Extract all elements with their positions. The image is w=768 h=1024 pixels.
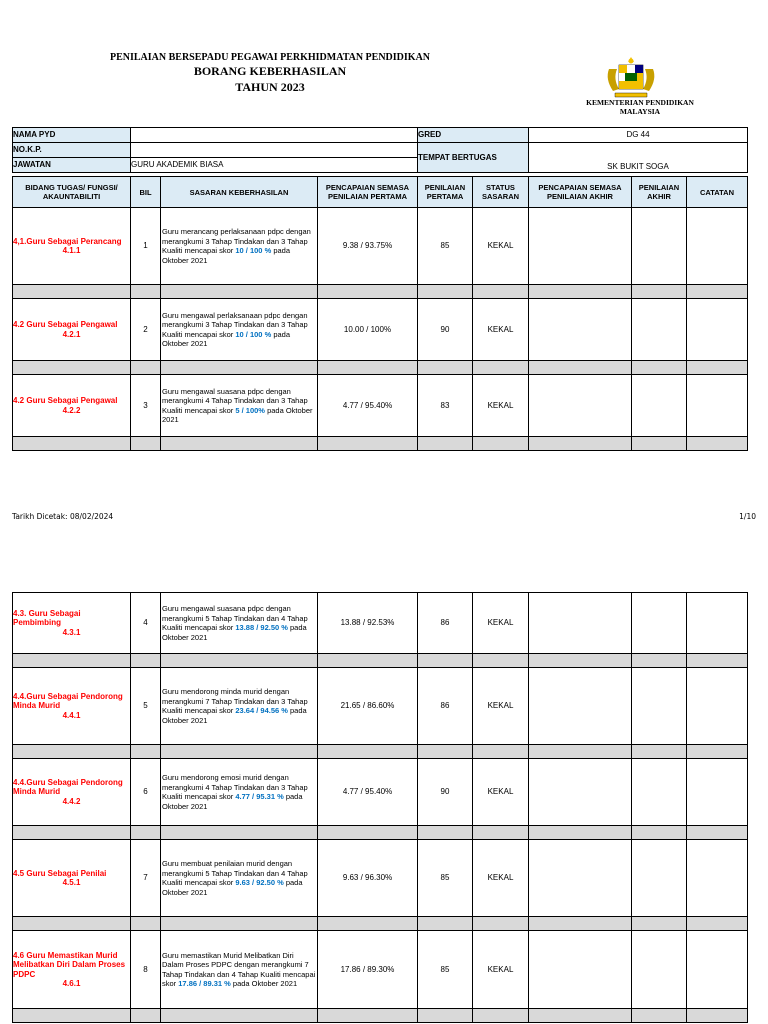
- bidang-label: 4.4.Guru Sebagai Pendorong Minda Murid: [13, 691, 123, 711]
- status-sasaran-cell[interactable]: KEKAL: [473, 840, 529, 917]
- sasaran-score: 4.77 / 95.31 %: [235, 792, 284, 801]
- jawatan-field[interactable]: GURU AKADEMIK BIASA: [131, 158, 418, 173]
- separator-cell: [418, 745, 473, 759]
- page-number: 1/10: [739, 512, 756, 521]
- sasaran-date: pada Oktober 2021: [162, 623, 307, 642]
- status-sasaran-cell[interactable]: KEKAL: [473, 759, 529, 826]
- gred-label: GRED: [418, 128, 529, 143]
- separator-row: [13, 654, 748, 668]
- sasaran-score: 10 / 100 %: [235, 329, 272, 339]
- separator-cell: [161, 745, 318, 759]
- form-year: TAHUN 2023: [235, 80, 305, 94]
- col-sasaran: SASARAN KEBERHASILAN: [161, 177, 318, 208]
- penilaian-pertama-cell[interactable]: 90: [418, 299, 473, 361]
- jawatan-label: JAWATAN: [13, 158, 131, 173]
- sasaran-text: Guru mendorong emosi murid dengan merangkumi 4 Tahap Tindakan dan 3 Tahap Kualiti mencapai skor: [162, 773, 308, 801]
- separator-cell: [131, 826, 161, 840]
- separator-cell: [13, 361, 131, 375]
- col-bidang: BIDANG TUGAS/ FUNGSI/ AKAUNTABILITI: [13, 177, 131, 208]
- separator-cell: [318, 1009, 418, 1023]
- separator-cell: [473, 917, 529, 931]
- separator-cell: [13, 745, 131, 759]
- col-pencapaian-pertama: PENCAPAIAN SEMASA PENILAIAN PERTAMA: [318, 177, 418, 208]
- separator-cell: [131, 745, 161, 759]
- separator-cell: [13, 917, 131, 931]
- pencapaian-akhir-cell[interactable]: [529, 840, 632, 917]
- separator-cell: [687, 285, 748, 299]
- separator-cell: [632, 826, 687, 840]
- separator-cell: [632, 745, 687, 759]
- separator-cell: [687, 745, 748, 759]
- ministry-name: [570, 98, 710, 116]
- bidang-tugas-cell: [13, 668, 131, 745]
- separator-cell: [131, 361, 161, 375]
- bil-cell: 7: [131, 840, 161, 917]
- separator-cell: [529, 285, 632, 299]
- status-sasaran-cell[interactable]: KEKAL: [473, 593, 529, 654]
- separator-cell: [418, 826, 473, 840]
- separator-cell: [418, 654, 473, 668]
- tempat-bertugas-label: TEMPAT BERTUGAS: [418, 143, 529, 173]
- separator-cell: [529, 917, 632, 931]
- penilaian-akhir-cell[interactable]: [632, 759, 687, 826]
- sasaran-text: Guru mengawal suasana pdpc dengan merangkumi 5 Tahap Tindakan dan 4 Tahap Kualiti mencapai skor: [162, 604, 308, 632]
- catatan-cell[interactable]: [687, 593, 748, 654]
- table-row: [13, 299, 748, 361]
- separator-cell: [473, 437, 529, 451]
- col-status-sasaran: STATUS SASARAN: [473, 177, 529, 208]
- separator-cell: [632, 654, 687, 668]
- bidang-label: 4.6 Guru Memastikan Murid Melibatkan Diri Dalam Proses PDPC: [13, 950, 126, 979]
- status-sasaran-cell[interactable]: KEKAL: [473, 668, 529, 745]
- separator-cell: [13, 1009, 131, 1023]
- separator-cell: [161, 285, 318, 299]
- separator-cell: [632, 361, 687, 375]
- separator-cell: [687, 1009, 748, 1023]
- pencapaian-akhir-cell[interactable]: [529, 299, 632, 361]
- table-row: [13, 759, 748, 826]
- bil-cell: 8: [131, 931, 161, 1009]
- table-row: [13, 375, 748, 437]
- separator-row: [13, 826, 748, 840]
- status-sasaran-cell[interactable]: KEKAL: [473, 931, 529, 1009]
- sasaran-score: 17.86 / 89.31 %: [178, 979, 231, 988]
- separator-cell: [13, 285, 131, 299]
- pencapaian-akhir-cell[interactable]: [529, 668, 632, 745]
- pencapaian-akhir-cell[interactable]: [529, 759, 632, 826]
- sasaran-date: pada Oktober 2021: [162, 405, 313, 424]
- separator-cell: [632, 917, 687, 931]
- separator-cell: [318, 745, 418, 759]
- separator-cell: [632, 285, 687, 299]
- separator-cell: [13, 654, 131, 668]
- separator-cell: [687, 654, 748, 668]
- ministry-line1: KEMENTERIAN PENDIDIKAN: [586, 98, 694, 107]
- catatan-cell[interactable]: [687, 299, 748, 361]
- table-row: [13, 668, 748, 745]
- sasaran-score: 23.64 / 94.56 %: [235, 706, 288, 715]
- pencapaian-pertama-cell[interactable]: 4.77 / 95.40%: [318, 375, 418, 437]
- separator-cell: [318, 361, 418, 375]
- sasaran-score: 5 / 100%: [235, 405, 265, 415]
- separator-cell: [161, 917, 318, 931]
- tempat-bertugas-field[interactable]: SK BUKIT SOGA: [529, 143, 748, 173]
- separator-cell: [529, 361, 632, 375]
- separator-row: [13, 285, 748, 299]
- separator-cell: [13, 437, 131, 451]
- col-pencapaian-akhir: PENCAPAIAN SEMASA PENILAIAN AKHIR: [529, 177, 632, 208]
- separator-cell: [529, 1009, 632, 1023]
- separator-cell: [473, 361, 529, 375]
- bidang-label: 4,1.Guru Sebagai Perancang: [13, 236, 122, 246]
- bidang-code: 4.6.1: [62, 979, 81, 988]
- sasaran-date: pada Oktober 2021: [162, 878, 303, 897]
- separator-cell: [318, 917, 418, 931]
- separator-cell: [131, 917, 161, 931]
- bidang-code: 4.1.1: [62, 246, 81, 255]
- bidang-label: 4.3. Guru Sebagai Pembimbing: [13, 608, 81, 628]
- separator-cell: [161, 826, 318, 840]
- sasaran-cell: [161, 840, 318, 917]
- penilaian-pertama-cell[interactable]: 86: [418, 668, 473, 745]
- separator-row: [13, 745, 748, 759]
- nama-pyd-label: NAMA PYD: [13, 128, 131, 143]
- pencapaian-akhir-cell[interactable]: [529, 931, 632, 1009]
- separator-cell: [529, 826, 632, 840]
- separator-cell: [418, 285, 473, 299]
- bidang-tugas-cell: [13, 299, 131, 361]
- sasaran-cell: [161, 593, 318, 654]
- pyd-info-table: [12, 127, 748, 173]
- table-row: [13, 840, 748, 917]
- separator-cell: [529, 654, 632, 668]
- separator-cell: [473, 285, 529, 299]
- sasaran-text: Guru mengawal perlaksanaan pdpc dengan merangkumi 3 Tahap Tindakan dan 3 Tahap Kualiti mencapai skor: [162, 310, 308, 339]
- pencapaian-pertama-cell[interactable]: 13.88 / 92.53%: [318, 593, 418, 654]
- bidang-code: 4.5.1: [62, 878, 81, 887]
- table-row: [13, 208, 748, 285]
- print-date: Tarikh Dicetak: 08/02/2024: [12, 512, 114, 521]
- separator-cell: [161, 361, 318, 375]
- sasaran-text: Guru mendorong minda murid dengan merangkumi 7 Tahap Tindakan dan 3 Tahap Kualiti mencapai skor: [162, 687, 308, 715]
- bil-cell: 1: [131, 208, 161, 285]
- col-bil: BIL: [131, 177, 161, 208]
- separator-cell: [131, 285, 161, 299]
- bidang-label: 4.2 Guru Sebagai Pengawal: [13, 396, 118, 405]
- sasaran-cell: [161, 299, 318, 361]
- pencapaian-pertama-cell[interactable]: 17.86 / 89.30%: [318, 931, 418, 1009]
- sasaran-text: Guru merancang perlaksanaan pdpc dengan merangkumi 3 Tahap Tindakan dan 3 Tahap Kualiti mencapai skor: [162, 227, 311, 255]
- nokp-field[interactable]: [131, 143, 418, 158]
- bidang-code: 4.2.2: [62, 405, 81, 415]
- sasaran-score: 10 / 100 %: [235, 246, 272, 255]
- bil-cell: 2: [131, 299, 161, 361]
- separator-cell: [131, 654, 161, 668]
- penilaian-pertama-cell[interactable]: 90: [418, 759, 473, 826]
- bidang-label: 4.2 Guru Sebagai Pengawal: [13, 320, 118, 329]
- sasaran-date: pada Oktober 2021: [162, 706, 307, 725]
- penilaian-akhir-cell[interactable]: [632, 668, 687, 745]
- separator-cell: [418, 361, 473, 375]
- separator-cell: [318, 826, 418, 840]
- separator-cell: [161, 437, 318, 451]
- pencapaian-akhir-cell[interactable]: [529, 593, 632, 654]
- pencapaian-akhir-cell[interactable]: [529, 208, 632, 285]
- separator-cell: [418, 437, 473, 451]
- keberhasilan-table-page2: [12, 592, 748, 1023]
- catatan-cell[interactable]: [687, 759, 748, 826]
- bidang-tugas-cell: [13, 759, 131, 826]
- col-penilaian-akhir: PENILAIAN AKHIR: [632, 177, 687, 208]
- bidang-tugas-cell: [13, 931, 131, 1009]
- separator-row: [13, 917, 748, 931]
- sasaran-cell: [161, 668, 318, 745]
- pencapaian-pertama-cell[interactable]: 4.77 / 95.40%: [318, 759, 418, 826]
- catatan-cell[interactable]: [687, 375, 748, 437]
- separator-row: [13, 361, 748, 375]
- catatan-cell[interactable]: [687, 668, 748, 745]
- ministry-line2: MALAYSIA: [619, 107, 661, 116]
- col-penilaian-pertama: PENILAIAN PERTAMA: [418, 177, 473, 208]
- penilaian-pertama-cell[interactable]: 83: [418, 375, 473, 437]
- sasaran-date: pada Oktober 2021: [162, 246, 291, 265]
- form-title: BORANG KEBERHASILAN: [193, 64, 347, 78]
- status-sasaran-cell[interactable]: KEKAL: [473, 208, 529, 285]
- bidang-code: 4.2.1: [62, 329, 81, 339]
- separator-cell: [529, 745, 632, 759]
- sasaran-date: pada Oktober 2021: [162, 329, 291, 348]
- table-row: [13, 593, 748, 654]
- catatan-cell[interactable]: [687, 208, 748, 285]
- bidang-code: 4.4.1: [62, 710, 81, 720]
- catatan-cell[interactable]: [687, 931, 748, 1009]
- sasaran-score: 13.88 / 92.50 %: [235, 623, 288, 632]
- separator-cell: [161, 1009, 318, 1023]
- sasaran-date: pada Oktober 2021: [230, 979, 298, 988]
- separator-cell: [687, 917, 748, 931]
- penilaian-pertama-cell[interactable]: 85: [418, 840, 473, 917]
- sasaran-cell: [161, 208, 318, 285]
- penilaian-pertama-cell[interactable]: 85: [418, 208, 473, 285]
- gred-field[interactable]: DG 44: [529, 128, 748, 143]
- bil-cell: 4: [131, 593, 161, 654]
- penilaian-akhir-cell[interactable]: [632, 931, 687, 1009]
- penilaian-pertama-cell[interactable]: 85: [418, 931, 473, 1009]
- separator-cell: [687, 361, 748, 375]
- penilaian-akhir-cell[interactable]: [632, 299, 687, 361]
- sasaran-text: Guru membuat penilaian murid dengan merangkumi 5 Tahap Tindakan dan 4 Tahap Kualiti mencapai skor: [162, 859, 308, 887]
- pencapaian-pertama-cell[interactable]: 21.65 / 86.60%: [318, 668, 418, 745]
- sasaran-cell: [161, 759, 318, 826]
- bidang-label: 4.4.Guru Sebagai Pendorong Minda Murid: [13, 777, 123, 797]
- bidang-code: 4.4.2: [62, 796, 81, 806]
- separator-cell: [687, 437, 748, 451]
- separator-cell: [473, 1009, 529, 1023]
- separator-cell: [418, 917, 473, 931]
- form-header-line1: PENILAIAN BERSEPADU PEGAWAI PERKHIDMATAN PENDIDIKAN: [109, 52, 431, 63]
- separator-row: [13, 1009, 748, 1023]
- penilaian-akhir-cell[interactable]: [632, 593, 687, 654]
- separator-cell: [418, 1009, 473, 1023]
- separator-row: [13, 437, 748, 451]
- pencapaian-pertama-cell[interactable]: 9.63 / 96.30%: [318, 840, 418, 917]
- separator-cell: [473, 745, 529, 759]
- separator-cell: [529, 437, 632, 451]
- pencapaian-pertama-cell[interactable]: 9.38 / 93.75%: [318, 208, 418, 285]
- separator-cell: [318, 437, 418, 451]
- keberhasilan-table-page1: [12, 176, 748, 451]
- nama-pyd-field[interactable]: [131, 128, 418, 143]
- penilaian-pertama-cell[interactable]: 86: [418, 593, 473, 654]
- separator-cell: [131, 437, 161, 451]
- separator-cell: [131, 1009, 161, 1023]
- bil-cell: 6: [131, 759, 161, 826]
- bidang-tugas-cell: [13, 375, 131, 437]
- bidang-code: 4.3.1: [62, 627, 81, 637]
- catatan-cell[interactable]: [687, 840, 748, 917]
- separator-cell: [13, 826, 131, 840]
- nokp-label: NO.K.P.: [13, 143, 131, 158]
- pencapaian-akhir-cell[interactable]: [529, 375, 632, 437]
- sasaran-cell: [161, 931, 318, 1009]
- separator-cell: [632, 437, 687, 451]
- separator-cell: [632, 1009, 687, 1023]
- bidang-label: 4.5 Guru Sebagai Penilai: [13, 868, 107, 878]
- bil-cell: 3: [131, 375, 161, 437]
- separator-cell: [318, 654, 418, 668]
- col-catatan: CATATAN: [687, 177, 748, 208]
- sasaran-text: Guru memastikan Murid Melibatkan Diri Dalam Proses PDPC dengan merangkumi 7 Tahap Tindakan dan 4 Tahap Kualiti mencapai skor: [162, 950, 316, 988]
- sasaran-text: Guru mengawal suasana pdpc dengan merangkumi 4 Tahap Tindakan dan 3 Tahap Kualiti mencapai skor: [162, 386, 308, 415]
- table-row: [13, 931, 748, 1009]
- separator-cell: [473, 826, 529, 840]
- status-sasaran-cell[interactable]: KEKAL: [473, 299, 529, 361]
- separator-cell: [318, 285, 418, 299]
- bidang-tugas-cell: [13, 593, 131, 654]
- pencapaian-pertama-cell[interactable]: 10.00 / 100%: [318, 299, 418, 361]
- separator-cell: [687, 826, 748, 840]
- sasaran-cell: [161, 375, 318, 437]
- sasaran-score: 9.63 / 92.50 %: [235, 878, 284, 887]
- bidang-tugas-cell: [13, 208, 131, 285]
- malaysia-coat-of-arms-icon: [603, 55, 659, 99]
- sasaran-date: pada Oktober 2021: [162, 792, 303, 811]
- penilaian-akhir-cell[interactable]: [632, 840, 687, 917]
- bil-cell: 5: [131, 668, 161, 745]
- penilaian-akhir-cell[interactable]: [632, 375, 687, 437]
- penilaian-akhir-cell[interactable]: [632, 208, 687, 285]
- separator-cell: [161, 654, 318, 668]
- separator-cell: [473, 654, 529, 668]
- status-sasaran-cell[interactable]: KEKAL: [473, 375, 529, 437]
- bidang-tugas-cell: [13, 840, 131, 917]
